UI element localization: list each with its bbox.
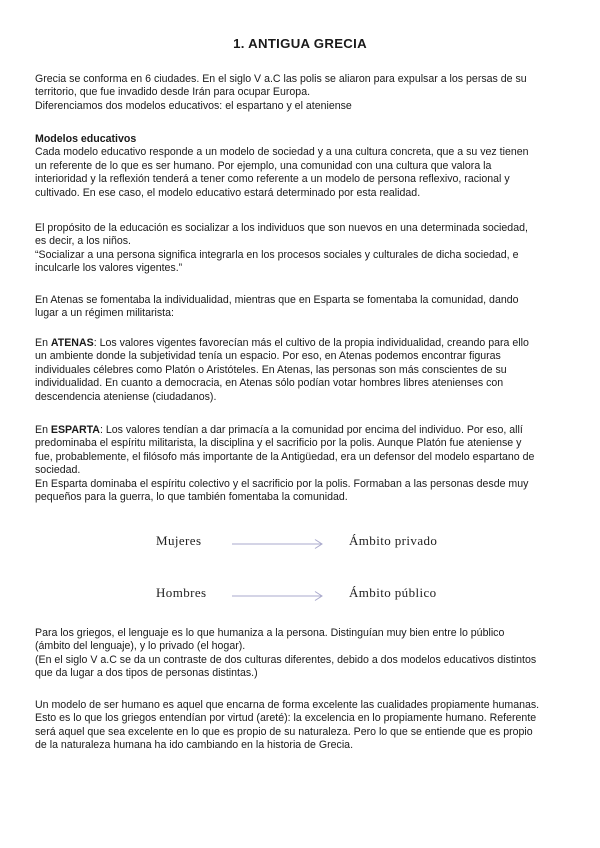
text-line: inculcarle los valores vigentes.”	[35, 262, 183, 275]
text-line: Un modelo de ser humano es aquel que encarna de forma excelente las cualidades propiamente humanas.	[35, 699, 540, 711]
language-paragraph	[35, 627, 565, 681]
text-line: de la naturaleza humana ha ido cambiando en la historia de Grecia.	[35, 739, 354, 752]
text-line: “Socializar a una persona significa integrarla en los procesos sociales y culturales de dicha sociedad, e	[35, 248, 519, 261]
text-line: Para los griegos, el lenguaje es lo que humaniza a la persona. Distinguían muy bien entre lo público	[35, 627, 505, 639]
text-line: un referente de lo que es ser humano. Por ejemplo, una comunidad con una cultura que valora la	[35, 159, 492, 172]
text-line: Grecia se conforma en 6 ciudades. En el siglo V a.C las polis se aliaron para expulsar a los persas de su	[35, 73, 527, 85]
diagram-label-private: Ámbito privado	[349, 533, 438, 548]
purpose-paragraph	[35, 222, 565, 276]
text-line: pequeños para la guerra, lo que también fomentaba la comunidad.	[35, 490, 348, 503]
text-line: es decir, a los niños.	[35, 235, 131, 248]
text-line: lugar a un régimen militarista:	[35, 307, 174, 320]
text-line: Diferenciamos dos modelos educativos: el espartano y el ateniense	[35, 99, 352, 112]
text-line: En Esparta dominaba el espíritu colectivo y el sacrificio por la polis. Formaban a las personas desde muy	[35, 477, 529, 490]
text-line: En ATENAS: Los valores vigentes favorecían más el cultivo de la propia individualidad, creando para ello	[35, 337, 529, 349]
text-line: (ámbito del lenguaje), y lo privado (el hogar).	[35, 640, 246, 653]
diagram-label-public: Ámbito público	[349, 585, 437, 600]
text-line: territorio, que fue invadido desde Irán para ocupar Europa.	[35, 86, 311, 99]
diagram-label-women: Mujeres	[156, 533, 202, 548]
text-line: fue, probablemente, el filósofo más importante de la Antigüedad, era un defensor del modelo espartano de	[35, 450, 535, 463]
athens-sparta-paragraph	[35, 294, 565, 321]
page-title: 1. ANTIGUA GRECIA	[233, 36, 367, 51]
diagram-label-men: Hombres	[156, 585, 207, 600]
text-line: será aquel que sea excelente en lo que es propio de su naturaleza. Pero lo que se entiende que es propio	[35, 725, 533, 738]
text-line: sociedad.	[35, 464, 81, 477]
text-line: (En el siglo V a.C se da un contraste de dos culturas diferentes, debido a dos modelos educativos distintos	[35, 653, 537, 666]
text-line: un ambiente donde la subjetividad tenía un espacio. Por eso, en Atenas podemos encontrar figuras	[35, 350, 501, 363]
esparta-paragraph	[35, 424, 565, 504]
right-arrow-icon	[232, 590, 324, 602]
text-line: En ESPARTA: Los valores tendían a dar primacía a la comunidad por encima del individuo. Por eso, allí	[35, 424, 523, 436]
text-line: Cada modelo educativo responde a un modelo de sociedad y a una cultura concreta, que a su vez tienen	[35, 146, 529, 159]
text-line: descendencia ateniense (ciudadanos).	[35, 390, 217, 403]
text-line: predominaba el espíritu militarista, la disciplina y el sacrificio por la polis. Aunque Platón fue ateniense y	[35, 437, 522, 450]
keyword-esparta: ESPARTA	[50, 424, 100, 436]
diagram-row-women	[0, 532, 600, 552]
text-line: cultivado. En ese caso, el modelo educativo estará determinado por esta realidad.	[35, 186, 421, 199]
human-model-paragraph	[35, 699, 565, 753]
diagram-row-men	[0, 584, 600, 604]
section-heading: Modelos educativos	[35, 133, 137, 145]
text-line: interioridad y la reflexión tenderá a tener como referente a un modelo de persona reflexivo, racional y	[35, 173, 510, 186]
text-line: individuales célebres como Platón o Aristóteles. En Atenas, las personas son más conscientes de su	[35, 363, 507, 376]
text-line: individualidad. En cuanto a democracia, en Atenas sólo podían votar hombres libres atenienses con	[35, 377, 504, 390]
text-line: Esto es lo que los griegos entendían por virtud (areté): la excelencia en lo propiamente humano. Referente	[35, 712, 537, 725]
intro-paragraph	[35, 73, 565, 113]
text-line: El propósito de la educación es socializar a los individuos que son nuevos en una determinada sociedad,	[35, 222, 528, 234]
text-line: que da lugar a dos tipos de personas distintas.)	[35, 667, 258, 680]
atenas-paragraph	[35, 337, 565, 404]
keyword-atenas: ATENAS	[50, 337, 94, 349]
models-section	[35, 133, 565, 200]
right-arrow-icon	[232, 538, 324, 550]
text-line: En Atenas se fomentaba la individualidad, mientras que en Esparta se fomentaba la comunidad, dando	[35, 294, 519, 306]
